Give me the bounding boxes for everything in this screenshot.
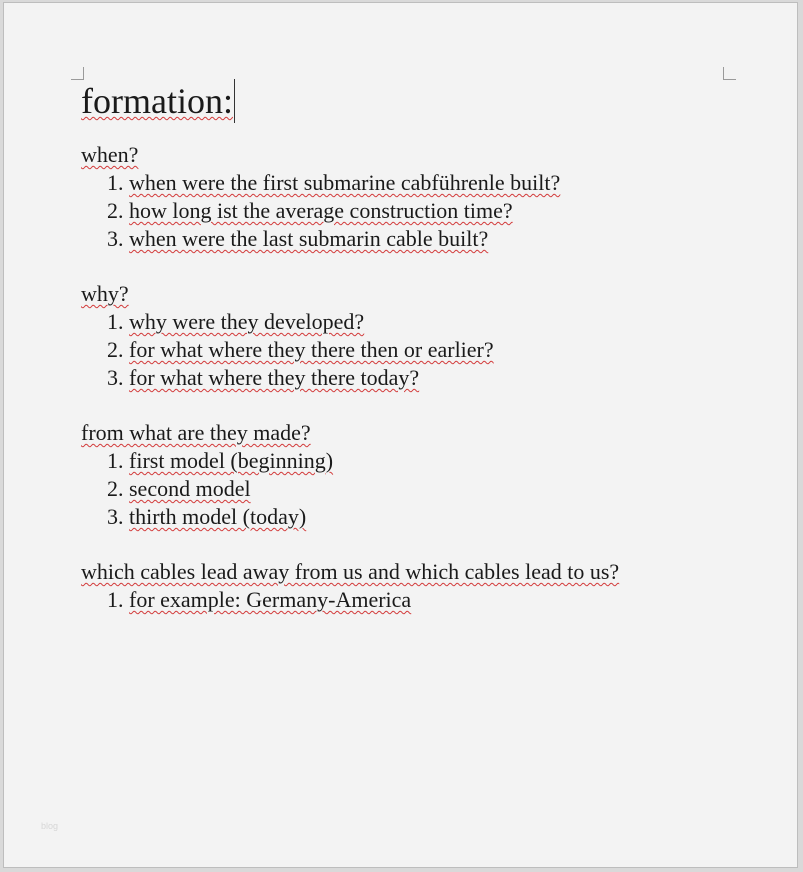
list-item[interactable]: 1. first model (beginning) [129, 447, 721, 475]
numbered-list [81, 169, 721, 253]
list-item[interactable]: 3. when were the last submarin cable built? [129, 225, 721, 253]
list-item[interactable]: 2. for what where they there then or earlier? [129, 336, 721, 364]
margin-corner-top-right [723, 67, 736, 80]
watermark-text: blog [41, 821, 59, 831]
section-when [81, 141, 721, 253]
section-heading[interactable]: which cables lead away from us and which cables lead to us? [81, 559, 620, 584]
document-page[interactable] [3, 2, 798, 868]
empty-paragraph [81, 531, 721, 558]
list-item[interactable]: 3. for what where they there today? [129, 364, 721, 392]
section-materials [81, 419, 721, 531]
list-item[interactable]: 2. how long ist the average construction time? [129, 197, 721, 225]
document-body[interactable] [81, 79, 721, 614]
list-item[interactable]: 1. why were they developed? [129, 308, 721, 336]
numbered-list [81, 308, 721, 392]
list-item[interactable]: 1. for example: Germany-America [129, 586, 721, 614]
empty-paragraph [81, 253, 721, 280]
list-item[interactable]: 3. thirth model (today) [129, 503, 721, 531]
numbered-list [81, 447, 721, 531]
section-heading[interactable]: why? [81, 281, 129, 306]
section-why [81, 280, 721, 392]
section-heading[interactable]: when? [81, 142, 139, 167]
document-title[interactable]: formation: [81, 81, 233, 121]
list-item[interactable]: 1. when were the first submarine cabführenle built? [129, 169, 721, 197]
numbered-list [81, 586, 721, 614]
list-item[interactable]: 2. second model [129, 475, 721, 503]
section-heading[interactable]: from what are they made? [81, 420, 311, 445]
section-cables [81, 558, 721, 614]
empty-paragraph [81, 392, 721, 419]
